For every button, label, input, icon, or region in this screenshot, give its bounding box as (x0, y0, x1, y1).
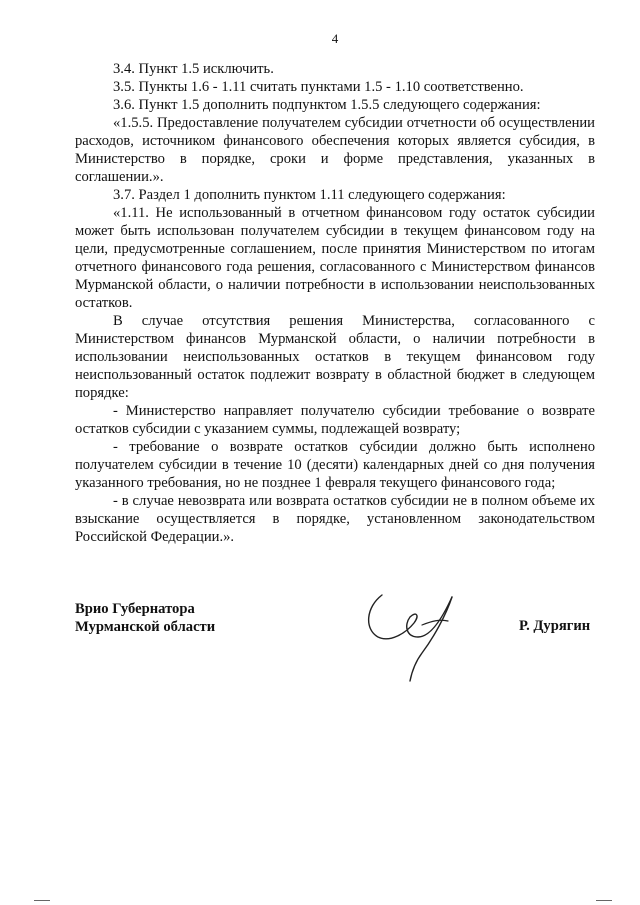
page-number: 4 (331, 31, 339, 46)
list-item-recovery: - в случае невозврата или возврата остатков субсидии не в полном объеме их взыскание осуществляется в порядке, установленном законодательством Российской Федерации.». (75, 493, 595, 545)
scan-corner-mark-left (34, 900, 50, 901)
paragraph-1-5-5: «1.5.5. Предоставление получателем субсидии отчетности об осуществлении расходов, источником финансового обеспечения которых является субсидия, в Министерство в порядке, сроки и форме представления, указанных в соглашении.». (75, 115, 595, 185)
paragraph-no-decision: В случае отсутствия решения Министерства, согласованного с Министерством финансов Мурманской области, о наличии потребности в использовании неиспользованных остатков в текущем финансовом году неиспользованный остаток подлежит возврату в областной бюджет в следующем порядке: (75, 313, 595, 401)
document-body (75, 60, 595, 546)
paragraph-1-11: «1.11. Не использованный в отчетном финансовом году остаток субсидии может быть использован получателем субсидии в текущем финансовом году на цели, предусмотренные соглашением, после принятия Министерством по итогам отчетного финансового года решения, согласованного с Министерством финансов Мурманской области, о наличии потребности в использовании неиспользованных остатков. (75, 205, 595, 311)
list-item-requirement-sent: - Министерство направляет получателю субсидии требование о возврате остатков субсидии с указанием суммы, подлежащей возврату; (75, 403, 595, 437)
scan-corner-mark-right (596, 900, 612, 901)
list-item-requirement-term: - требование о возврате остатков субсидии должно быть исполнено получателем субсидии в течение 10 (десяти) календарных дней со дня получения указанного требования, но не позднее 1 февраля текущего финансового года; (75, 439, 595, 491)
paragraph-3-5: 3.5. Пункты 1.6 - 1.11 считать пунктами 1.5 - 1.10 соответственно. (113, 79, 524, 95)
paragraph-3-4: 3.4. Пункт 1.5 исключить. (113, 61, 274, 77)
signer-name: Р. Дурягин (519, 618, 591, 634)
signer-title (75, 600, 215, 636)
signer-title-line-1: Врио Губернатора (75, 601, 195, 617)
signer-title-line-2: Мурманской области (75, 619, 216, 635)
paragraph-3-7: 3.7. Раздел 1 дополнить пунктом 1.11 следующего содержания: (113, 187, 506, 203)
handwritten-signature (360, 585, 470, 685)
paragraph-3-6: 3.6. Пункт 1.5 дополнить подпунктом 1.5.5 следующего содержания: (113, 97, 541, 113)
